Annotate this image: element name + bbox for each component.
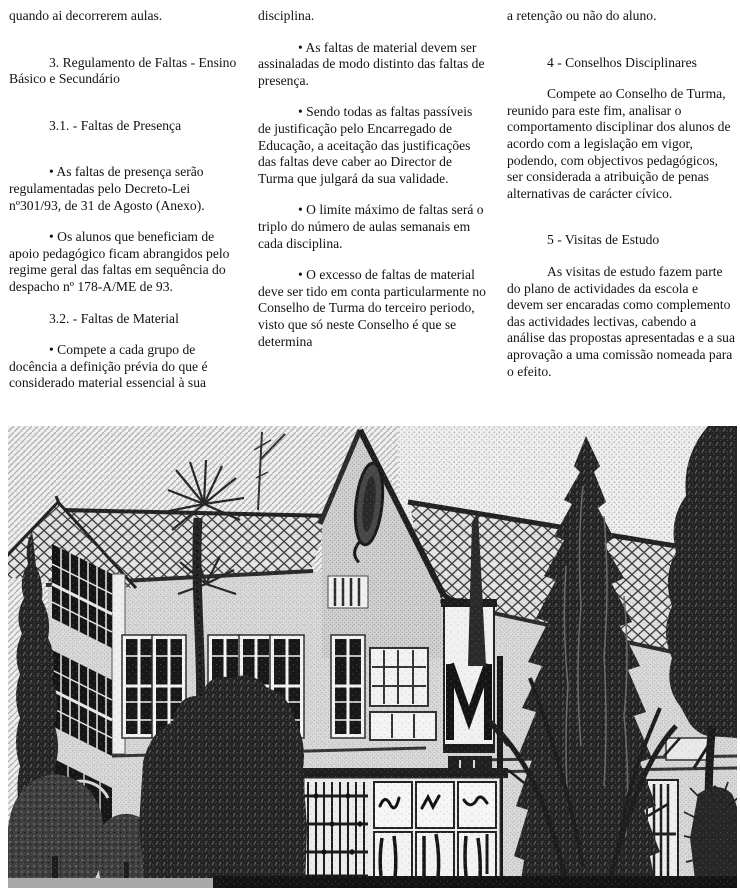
paragraph-bullet: • O limite máximo de faltas será o triplo do número de aulas semanais em cada disciplina. bbox=[258, 202, 484, 251]
grain-overlay bbox=[8, 426, 737, 888]
paragraph-continuation: quando ai decorrerem aulas. bbox=[9, 8, 163, 23]
paragraph-body: Compete ao Conselho de Turma, reunido para este fim, analisar o comportamento disciplinar dos alunos de acordo com a legislação em vigor, podendo, com objectivos pedagógicos, ser considerada a atribuição de penas alternativas de carácter cívico. bbox=[507, 86, 731, 201]
text-columns bbox=[0, 0, 740, 407]
text-column-3 bbox=[507, 8, 735, 407]
paragraph-heading: 5 - Visitas de Estudo bbox=[547, 232, 660, 248]
paragraph-heading: 3.1. - Faltas de Presença bbox=[49, 117, 182, 133]
paragraph-continuation: a retenção ou não do aluno. bbox=[507, 8, 657, 23]
paragraph-bullet: • Sendo todas as faltas passíveis de justificação pelo Encarregado de Educação, a aceitação das justificações das faltas deve caber ao Director de Turma que julgará da sua validade. bbox=[258, 104, 473, 186]
paragraph-heading: 4 - Conselhos Disciplinares bbox=[547, 54, 697, 70]
paragraph-bullet: • As faltas de material devem ser assinaladas de modo distinto das faltas de presença. bbox=[258, 39, 485, 88]
paragraph-bullet: • Os alunos que beneficiam de apoio pedagógico ficam abrangidos pelo regime geral das faltas em sequência do despacho nº 178-A/ME de 93. bbox=[9, 229, 230, 294]
paragraph-continuation: disciplina. bbox=[258, 8, 315, 23]
text-column-1 bbox=[9, 8, 237, 407]
paragraph-bullet: • As faltas de presença serão regulamentadas pelo Decreto-Lei nº301/93, de 31 de Agosto (Anexo). bbox=[9, 164, 205, 213]
paragraph-heading: 3.2. - Faltas de Material bbox=[49, 310, 179, 326]
school-building-photo bbox=[8, 426, 737, 888]
paragraph-heading: 3. Regulamento de Faltas - Ensino Básico e Secundário bbox=[9, 54, 237, 87]
paragraph-bullet: • O excesso de faltas de material deve ser tido em conta particularmente no Conselho de Turma do terceiro periodo, visto que só neste Conselho é que se determina bbox=[258, 267, 486, 349]
paragraph-body: As visitas de estudo fazem parte do plano de actividades da escola e devem ser encaradas como complemento das actividades lectivas, cabendo a análise das propostas apresentadas e a sua aprovação a uma comissão nomeada para o efeito. bbox=[507, 263, 735, 379]
text-column-2 bbox=[258, 8, 486, 407]
paragraph-bullet: • Compete a cada grupo de docência a definição prévia do que é considerado material essencial à sua bbox=[9, 342, 208, 391]
